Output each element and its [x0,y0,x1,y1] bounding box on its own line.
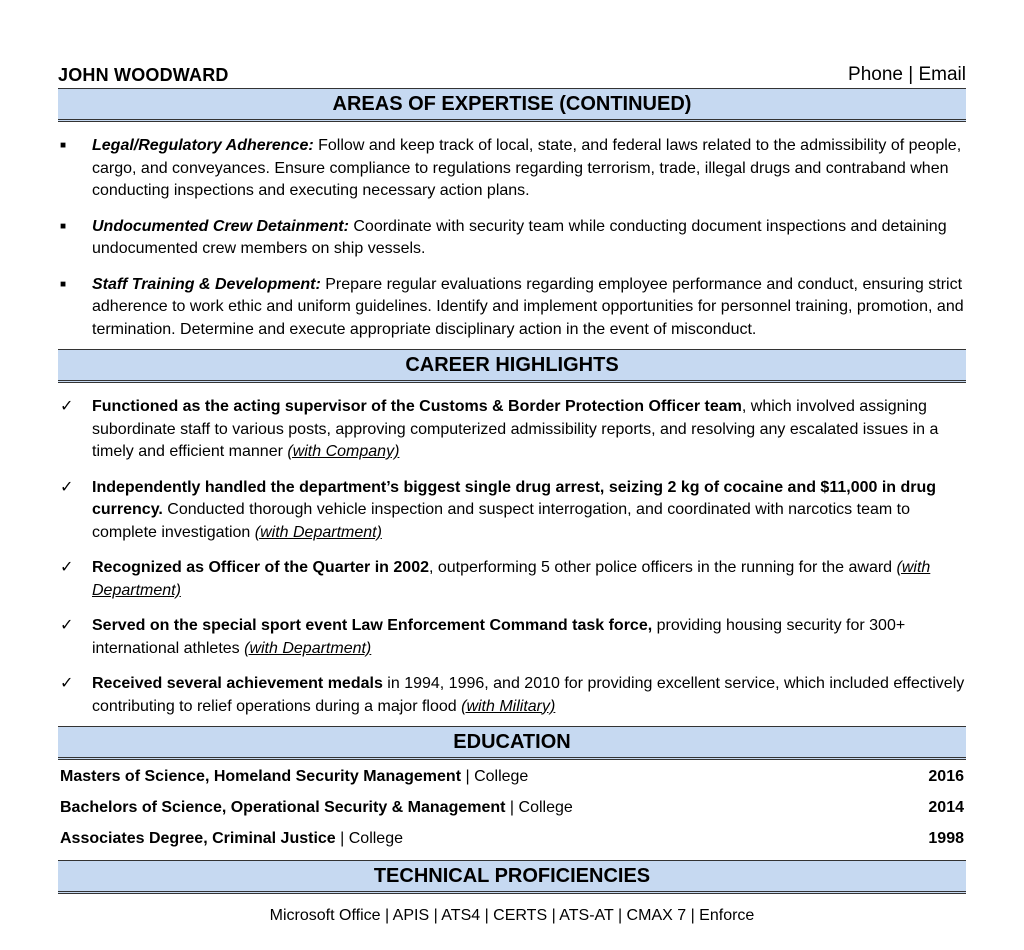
item-employer: (with Department) [254,523,382,541]
list-item [58,396,966,464]
school-name: | College [505,799,573,816]
education-row [58,792,966,823]
item-lead: Independently handled the department’s biggest single drug arrest, seizing 2 kg of cocaine and $11,000 in drug currency. [92,478,937,518]
education-row [58,823,966,854]
resume-page [58,60,966,925]
item-text [92,673,966,718]
item-text [92,274,966,342]
school-name: | College [461,768,529,785]
checkmark-icon: ✓ [60,617,74,634]
degree-name: Bachelors of Science, Operational Security & Management [60,799,506,816]
list-item [58,477,966,545]
square-bullet-icon: ■ [60,140,67,151]
section-heading-education: EDUCATION [58,726,966,760]
square-bullet-icon: ■ [60,278,67,290]
list-item [58,615,966,660]
education-row [58,761,966,792]
item-lead: Undocumented Crew Detainment: [92,217,349,235]
item-text [92,396,966,464]
item-lead: Received several achievement medals [92,675,383,692]
graduation-year: 1998 [928,830,964,847]
item-description: Coordinate with security team while conducting document inspections and detaining undocumented crew members on ship vessels. [92,217,947,257]
item-description: Follow and keep track of local, state, and federal laws related to the admissibility of people, cargo, and conveyances. Ensure compliance to regulations regarding terrorism, trade, illegal drugs and contraband when conducting inspections and executing necessary action plans. [92,137,962,199]
list-item [58,274,966,342]
item-employer: (with Company) [287,443,400,460]
checkmark-icon: ✓ [60,398,74,415]
degree-name: Associates Degree, Criminal Justice [60,830,336,847]
item-lead: Served on the special sport event Law Enforcement Command task force, [92,617,653,634]
candidate-name: JOHN WOODWARD [58,65,229,85]
checkmark-icon: ✓ [60,559,74,576]
technical-skills: Microsoft Office | APIS | ATS4 | CERTS | ATS-AT | CMAX 7 | Enforce [269,907,755,924]
item-text [92,615,966,660]
expertise-list [58,135,966,341]
section-heading-career-highlights: CAREER HIGHLIGHTS [58,349,966,383]
item-lead: Legal/Regulatory Adherence: [92,137,314,154]
education-entry [60,792,573,823]
education-entry [60,823,403,854]
education-entry [60,761,528,792]
section-heading-expertise: AREAS OF EXPERTISE (CONTINUED) [58,88,966,122]
item-text [92,135,966,203]
resume-header [58,60,966,86]
item-description: , outperforming 5 other police officers in the running for the award [428,559,897,576]
item-employer: (with Department) [92,559,931,599]
section-heading-technical: TECHNICAL PROFICIENCIES [58,860,966,894]
item-text [92,477,966,545]
checkmark-icon: ✓ [60,675,74,692]
list-item [58,135,966,203]
item-text [92,216,966,261]
school-name: | College [335,830,403,847]
checkmark-icon: ✓ [60,478,74,496]
list-item [58,673,966,718]
list-item [58,216,966,261]
item-lead: Functioned as the acting supervisor of the Customs & Border Protection Officer team [92,398,742,415]
item-description: providing housing security for 300+ international athletes [92,617,906,657]
item-employer: (with Military) [461,697,556,715]
item-description: , which involved assigning subordinate staff to various posts, approving computerized admissibility reports, and resolving any escalated issues in a timely and efficient manner [92,398,939,460]
item-description: Prepare regular evaluations regarding employee performance and conduct, ensuring strict adherence to work ethic and uniform guidelines. Identify and implement opportunities for personnel training, promotion, and termination. Determine and execute appropriate disciplinary action in the event of misconduct. [92,275,964,338]
highlights-list [58,396,966,718]
item-description: in 1994, 1996, and 2010 for providing excellent service, which included effectively contributing to relief operations during a major flood [92,675,965,715]
education-list [58,761,966,854]
graduation-year: 2016 [928,768,964,785]
item-lead: Recognized as Officer of the Quarter in 2002 [92,559,429,576]
item-employer: (with Department) [244,639,372,657]
contact-info: Phone | Email [848,64,966,85]
graduation-year: 2014 [928,799,964,816]
list-item [58,557,966,602]
degree-name: Masters of Science, Homeland Security Management [60,768,462,785]
item-description: Conducted thorough vehicle inspection and suspect interrogation, and coordinated with narcotics team to complete investigation [92,501,910,541]
item-lead: Staff Training & Development: [92,275,321,293]
item-text [92,557,966,602]
square-bullet-icon: ■ [60,220,67,232]
